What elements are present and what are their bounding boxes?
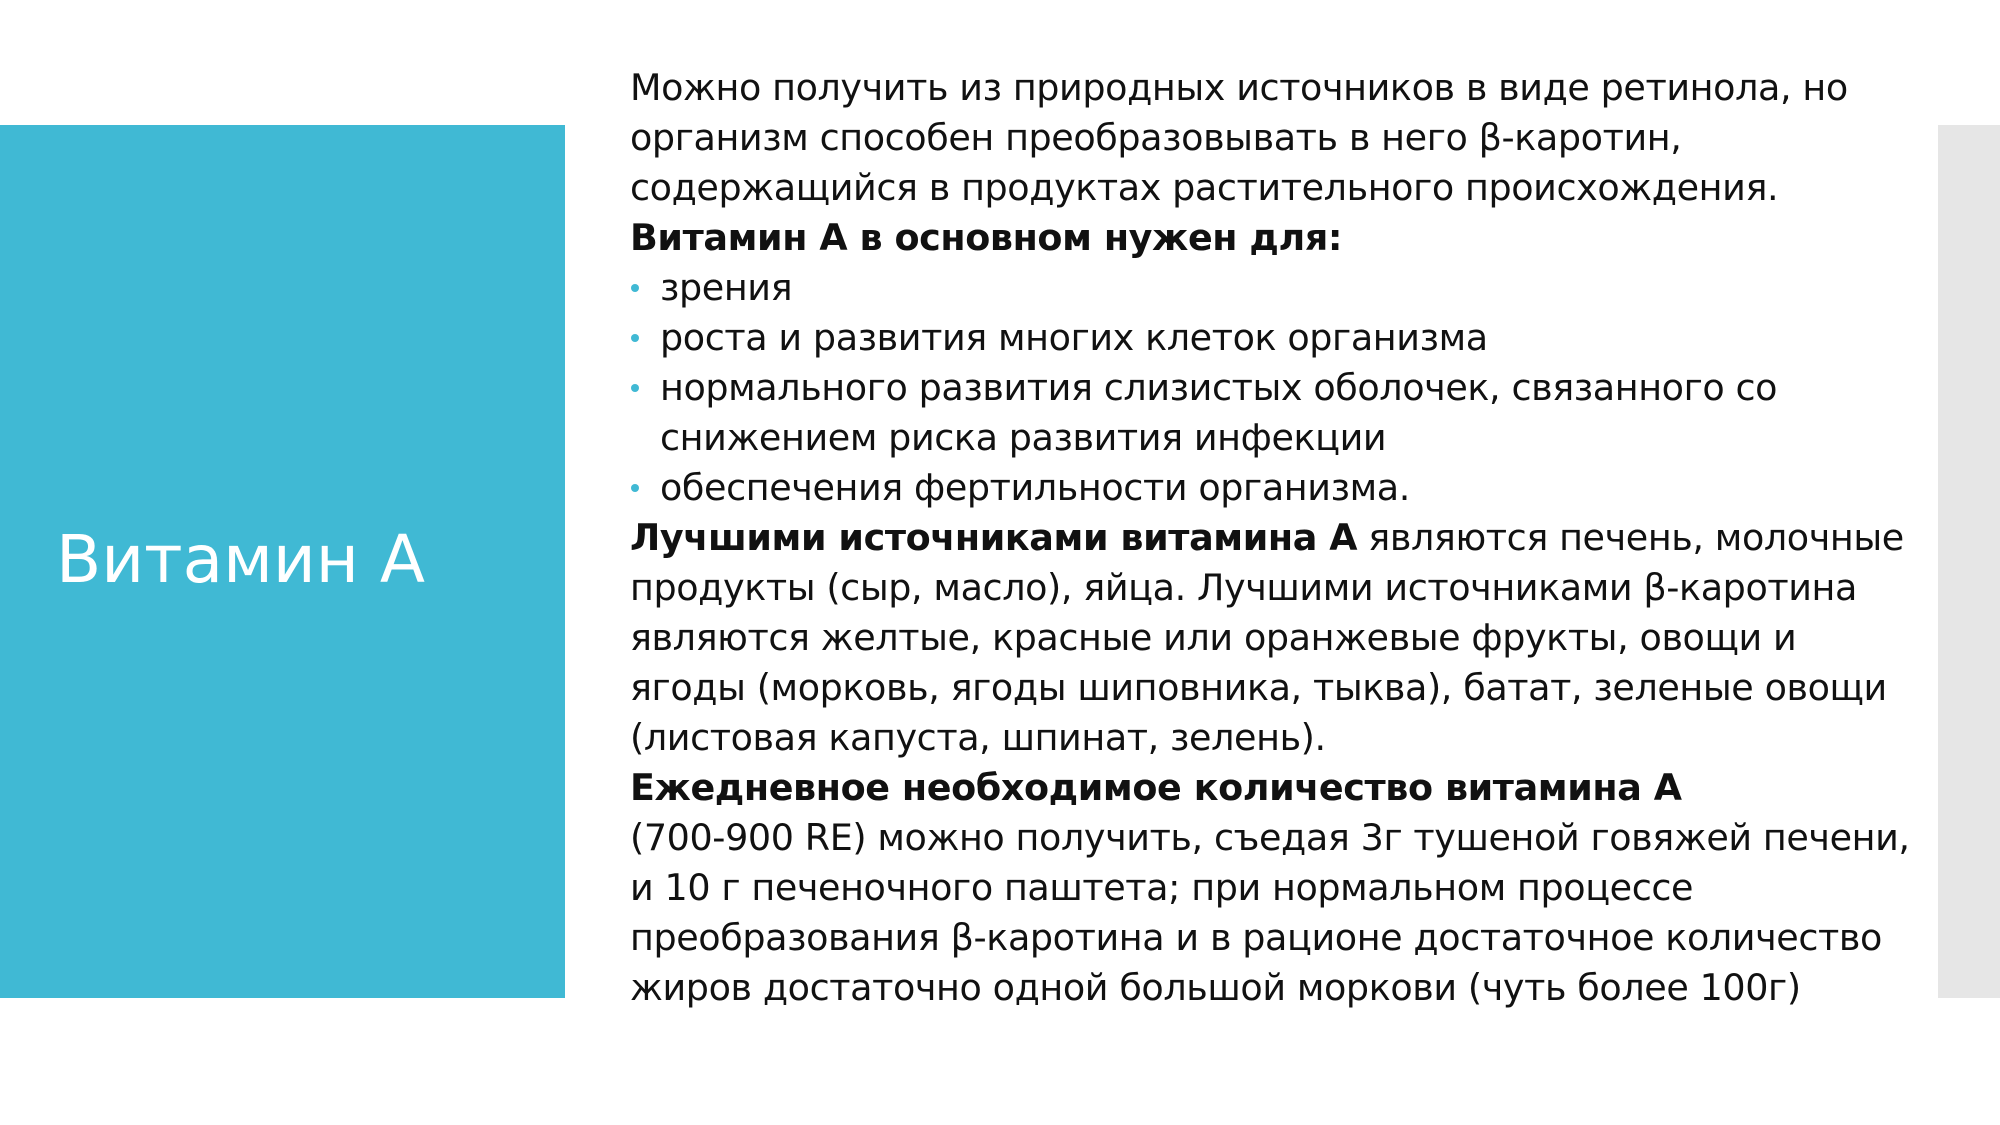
needed-heading: [630, 213, 1920, 263]
list-item: [630, 463, 1920, 513]
list-item-text: роста и развития многих клеток организма: [660, 316, 1488, 359]
sources-text: являются печень, молочные продукты (сыр, масло), яйца. Лучшими источниками β-каротина являются желтые, красные или оранжевые фрукты, овощи и ягоды (морковь, ягоды шиповника, тыква), батат, зеленые овощи (листовая капуста, шпинат, зелень).: [630, 516, 1904, 759]
daily-heading: [630, 763, 1920, 813]
bullet-icon: [631, 284, 639, 292]
slide-title: Витамин А: [56, 521, 426, 598]
bullet-icon: [631, 334, 639, 342]
slide-content: [630, 63, 1920, 1013]
bullet-icon: [631, 484, 639, 492]
sources-heading: Лучшими источниками витамина А: [630, 516, 1358, 559]
needed-list: [630, 263, 1920, 513]
list-item-text: обеспечения фертильности организма.: [660, 466, 1410, 509]
daily-paragraph: (700-900 RE) можно получить, съедая 3г тушеной говяжей печени, и 10 г печеночного паштета; при нормальном процессе преобразования β-каротина и в рационе достаточное количество жиров достаточно одной большой моркови (чуть более 100г): [630, 816, 1910, 1009]
list-item: [630, 363, 1920, 463]
list-item: [630, 263, 1920, 313]
daily-heading-text: Ежедневное необходимое количество витамина А: [630, 766, 1682, 809]
needed-heading-text: Витамин А в основном нужен для:: [630, 216, 1343, 259]
right-side-bar: [1938, 125, 2000, 998]
list-item: [630, 313, 1920, 363]
list-item-text: зрения: [660, 266, 793, 309]
bullet-icon: [631, 384, 639, 392]
sources-paragraph: [630, 513, 1920, 763]
list-item-text: нормального развития слизистых оболочек, связанного со снижением риска развития инфекции: [660, 366, 1778, 459]
intro-paragraph: Можно получить из природных источников в виде ретинола, но организм способен преобразовывать в него β-каротин, содержащийся в продуктах растительного происхождения.: [630, 66, 1848, 209]
